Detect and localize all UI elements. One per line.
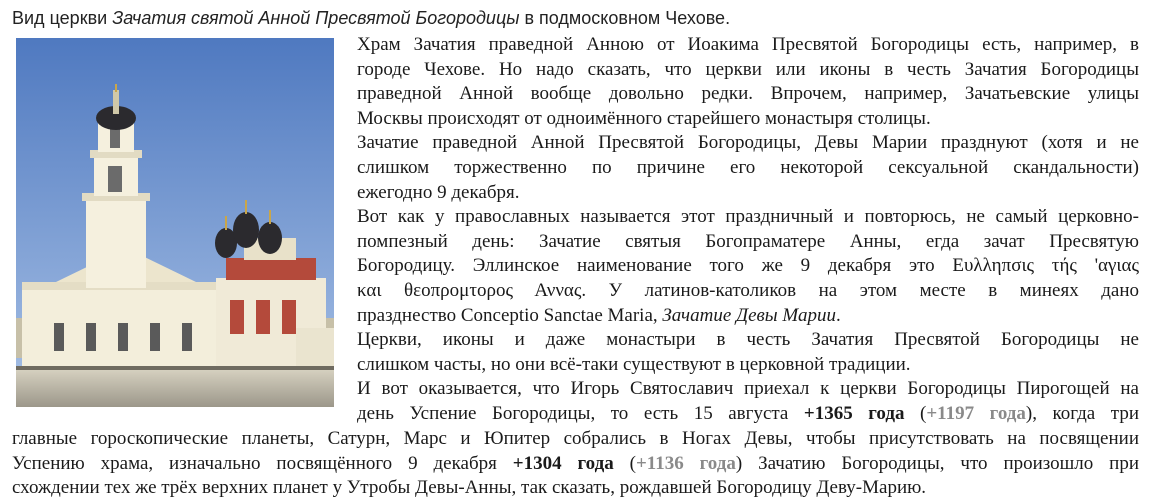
paragraph-2 [357,131,1139,205]
text-line: Зачатие праведной Анной Пресвятой Богородицы, Девы Марии празднуют (хотя и не [357,132,1139,154]
bottom-text-block [12,427,1139,501]
text-line: И вот оказывается, что Игорь Святославич приехал к церкви Богородицы Пирогощей на [357,378,1139,400]
church-photo [16,38,334,407]
text-line: Церкви, иконы и даже монастыри в честь Зачатия Пресвятой Богородицы не [357,329,1139,351]
bold-year: +1365 года [803,402,905,424]
text-line: ежегодно 9 декабря. [357,181,520,203]
text-line: και θεοπρομτορος Αννας. У латинов-католиков на этом месте в минеях дано [357,279,1139,301]
text-segment: день Успение Богородицы, то есть 15 августа [357,402,804,424]
caption-suffix: в подмосковном Чехове. [519,8,731,28]
paragraph-1 [357,33,1139,131]
paragraph-5-start [357,377,1139,426]
text-line: помпезный день: Зачатие святыя Богопраматере Анны, егда зачат Пресвятую [357,230,1139,252]
grey-year: +1136 года [635,452,736,474]
text-line: Вот как у православных называется этот праздничный и повторюсь, не самый церковно- [357,206,1139,228]
text-line: городе Чехове. Но надо сказать, что церкви или иконы в честь Зачатия Богородицы [357,58,1139,80]
text-line: главные гороскопические планеты, Сатурн, Марс и Юпитер собрались в Ногах Девы, чтобы присутствовать на посвящении [12,428,1139,449]
bold-year: +1304 года [512,452,614,474]
text-line: слишком часты, но они всё-таки существуют в церковной традиции. [357,353,911,375]
photo-caption [12,6,730,30]
text-line: Москвы происходят от одноимённого старейшего монастыря столицы. [357,107,931,129]
text-line: Богородицу. Эллинское наименование того же 9 декабря это Ευλληπσις τής 'αγιας [357,255,1139,277]
caption-italic: Зачатия святой Анной Пресвятой Богородицы [112,8,520,28]
text-segment: ( [613,452,636,474]
text-segment: ) Зачатию Богородицы, что произошло при [735,452,1140,474]
text-segment: Успению храма, изначально посвящённого 9 декабря [12,452,513,474]
text-line: праведной Анной вообще довольно редки. Впрочем, например, Зачатьевские улицы [357,83,1139,105]
paragraph-4 [357,328,1139,377]
text-line [357,304,1139,329]
text-line: схождении тех же трёх верхних планет у Утробы Девы-Анны, так сказать, рождавшей Богородицу Деву-Марию. [12,477,927,499]
grey-year: +1197 года [926,402,1026,424]
right-text-block [357,33,1139,427]
paragraph-3 [357,205,1139,328]
text-line [357,402,1139,427]
text-segment: . [835,304,841,326]
text-segment: ), когда три [1025,402,1139,424]
text-line: слишком торжественно по причине его некоторой сексуальной скандальности) [357,156,1139,178]
text-line: Храм Зачатия праведной Анною от Иоакима Пресвятой Богородицы есть, например, в [357,34,1139,55]
text-segment: празднество Conceptio Sanctae Maria, [357,304,663,326]
text-segment: ( [904,402,927,424]
text-line [12,452,1139,477]
italic-segment: Зачатие Девы Марии [662,304,836,326]
caption-prefix: Вид церкви [12,8,113,28]
